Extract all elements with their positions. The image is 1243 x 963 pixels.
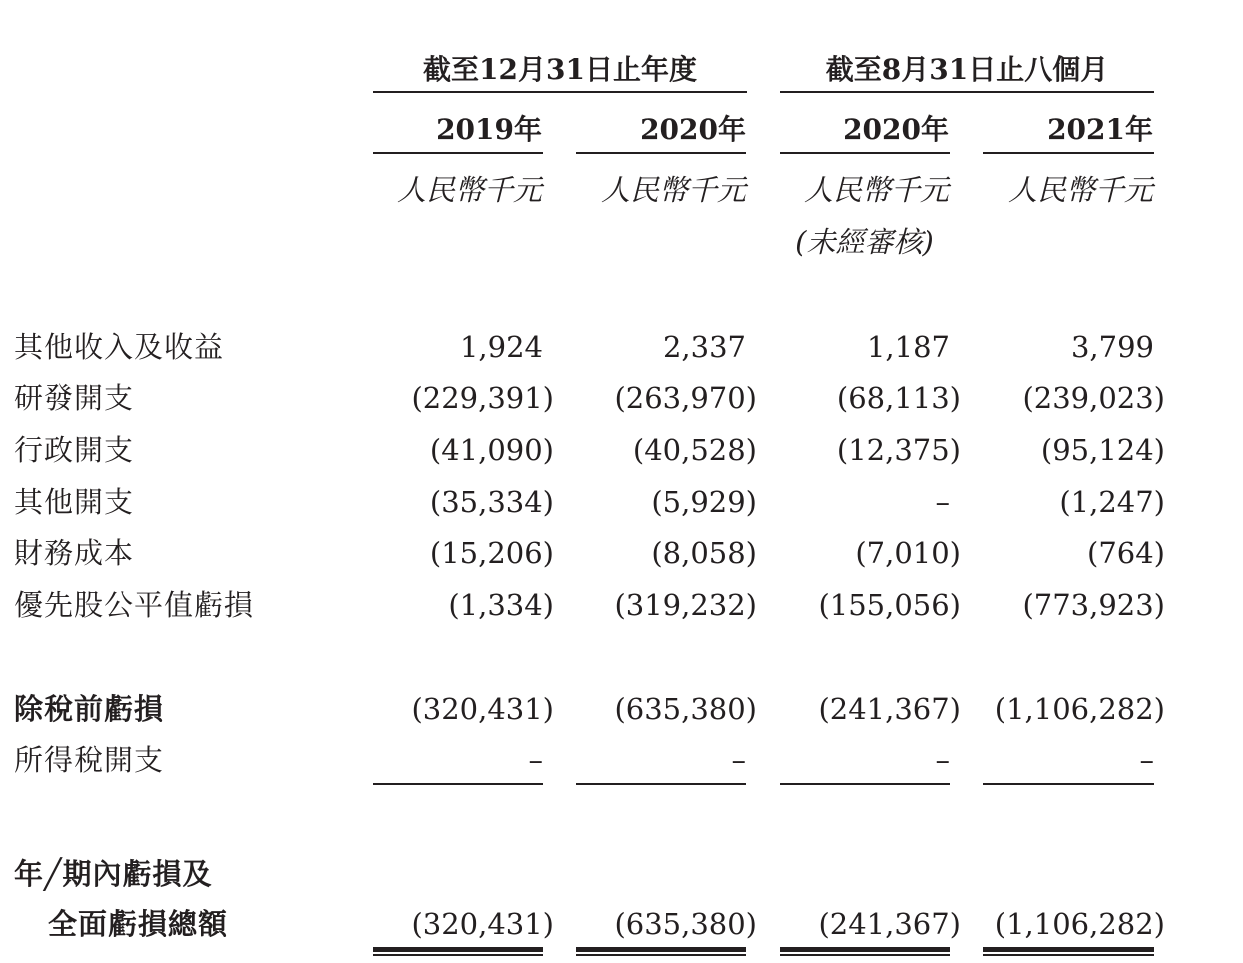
table-cell: – — [935, 743, 950, 777]
total-double-rule — [983, 947, 1154, 956]
subtotal-rule — [373, 783, 543, 785]
table-cell: (68,113) — [836, 381, 961, 415]
table-cell: (1,334) — [448, 588, 554, 622]
subtotal-rule — [576, 783, 746, 785]
row-label-other-expenses: 其他開支 — [14, 485, 135, 519]
table-cell: (764) — [1087, 536, 1165, 570]
subtotal-rule — [780, 783, 950, 785]
row-label-rd-expenses: 研發開支 — [14, 381, 135, 415]
total-cell: (635,380) — [614, 907, 757, 941]
table-cell: (15,206) — [429, 536, 554, 570]
column-unit-label: 人民幣千元 — [600, 173, 746, 207]
table-cell: – — [528, 743, 543, 777]
table-cell: – — [731, 743, 746, 777]
column-year-header: 2020年 — [843, 113, 949, 146]
column-year-header: 2021年 — [1047, 113, 1153, 146]
column-unit-label: 人民幣千元 — [803, 173, 949, 207]
table-cell: (241,367) — [818, 692, 961, 726]
column-year-header: 2019年 — [436, 113, 542, 146]
row-label-income-tax: 所得稅開支 — [14, 743, 165, 777]
table-cell: (35,334) — [429, 485, 554, 519]
table-cell: (7,010) — [855, 536, 961, 570]
table-cell: (5,929) — [651, 485, 757, 519]
year-header-rule — [373, 152, 543, 154]
year-header-rule — [576, 152, 746, 154]
table-cell: (320,431) — [411, 692, 554, 726]
table-cell: 3,799 — [1070, 330, 1154, 364]
table-cell: (229,391) — [411, 381, 554, 415]
row-label-total-line2: 全面虧損總額 — [48, 907, 229, 941]
total-double-rule — [373, 947, 543, 956]
group-header-rule — [373, 91, 747, 93]
row-label-loss-before-tax: 除稅前虧損 — [14, 692, 165, 726]
table-cell: (635,380) — [614, 692, 757, 726]
table-cell: (1,247) — [1059, 485, 1165, 519]
year-header-rule — [983, 152, 1154, 154]
table-cell: – — [1139, 743, 1154, 777]
table-cell: 1,187 — [866, 330, 950, 364]
unaudited-note: (未經審核) — [795, 225, 934, 259]
row-label-other-income: 其他收入及收益 — [14, 330, 225, 364]
table-cell: (239,023) — [1022, 381, 1165, 415]
row-label-total-line1: 年╱期內虧損及 — [14, 857, 213, 891]
year-header-rule — [780, 152, 950, 154]
total-double-rule — [780, 947, 950, 956]
table-cell: 1,924 — [459, 330, 543, 364]
row-label-admin-expenses: 行政開支 — [14, 433, 135, 467]
table-cell: 2,337 — [662, 330, 746, 364]
table-cell: (319,232) — [614, 588, 757, 622]
total-double-rule — [576, 947, 746, 956]
total-cell: (1,106,282) — [994, 907, 1165, 941]
table-cell: – — [935, 485, 950, 519]
total-cell: (241,367) — [818, 907, 961, 941]
group-header-year-ended: 截至12月31日止年度 — [423, 53, 697, 86]
row-label-finance-costs: 財務成本 — [14, 536, 135, 570]
table-cell: (95,124) — [1040, 433, 1165, 467]
table-cell: (155,056) — [818, 588, 961, 622]
table-cell: (773,923) — [1022, 588, 1165, 622]
total-cell: (320,431) — [411, 907, 554, 941]
table-cell: (12,375) — [836, 433, 961, 467]
column-unit-label: 人民幣千元 — [1007, 173, 1153, 207]
table-cell: (263,970) — [614, 381, 757, 415]
table-cell: (40,528) — [632, 433, 757, 467]
table-cell: (1,106,282) — [994, 692, 1165, 726]
column-year-header: 2020年 — [640, 113, 746, 146]
table-cell: (8,058) — [651, 536, 757, 570]
group-header-rule — [780, 91, 1154, 93]
table-cell: (41,090) — [429, 433, 554, 467]
group-header-eight-months: 截至8月31日止八個月 — [825, 53, 1109, 86]
column-unit-label: 人民幣千元 — [396, 173, 542, 207]
subtotal-rule — [983, 783, 1154, 785]
row-label-preferred-share-loss: 優先股公平值虧損 — [14, 588, 255, 622]
